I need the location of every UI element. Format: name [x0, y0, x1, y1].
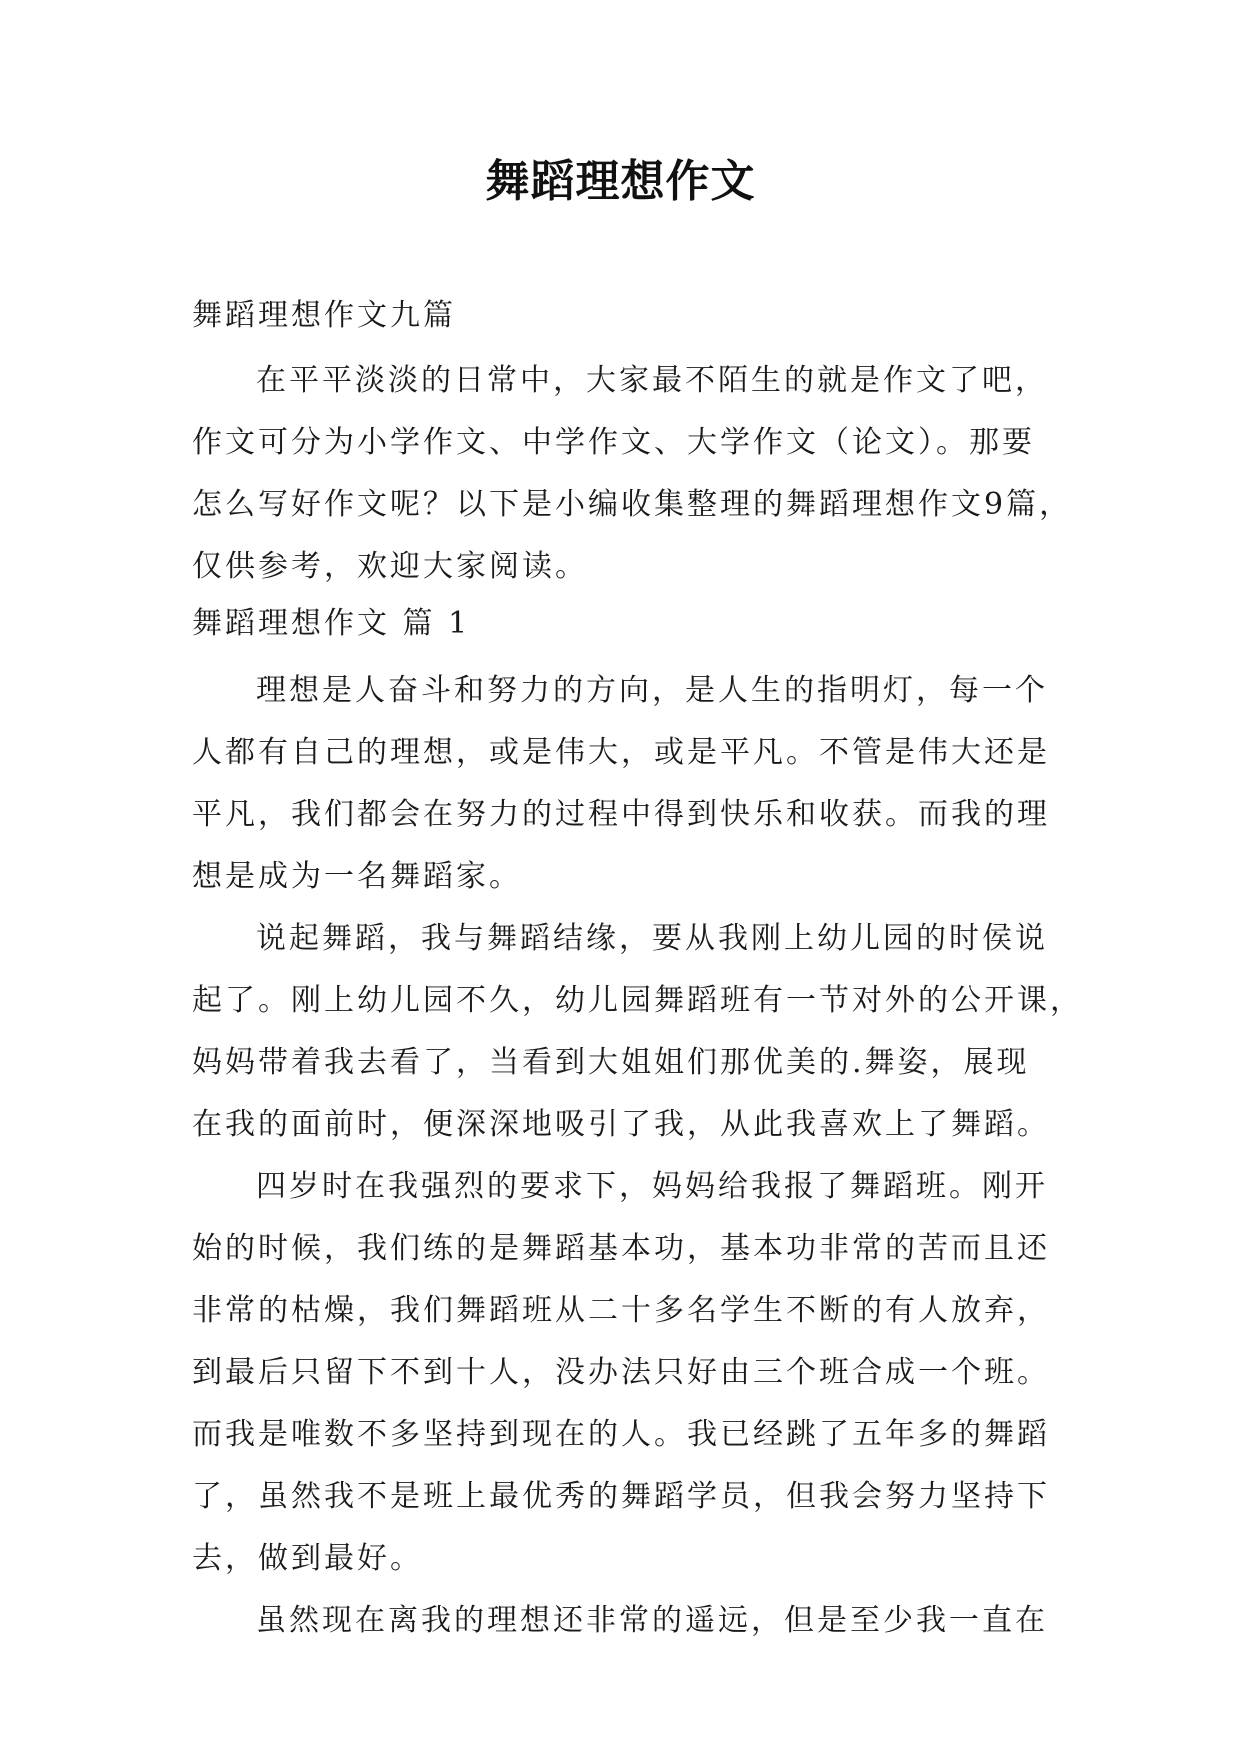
text-line: 理想是人奋斗和努力的方向，是人生的指明灯，每一个 [256, 673, 1048, 708]
text-line: 始的时候，我们练的是舞蹈基本功，基本功非常的苦而且还 [192, 1231, 1050, 1266]
text-line: 作文可分为小学作文、中学作文、大学作文（论文）。那要 [192, 425, 1035, 460]
text-line: 说起舞蹈，我与舞蹈结缘，要从我刚上幼儿园的时侯说 [256, 921, 1048, 956]
collection-subtitle: 舞蹈理想作文九篇 [192, 298, 456, 333]
body-paragraph [192, 660, 1062, 908]
body-paragraph [192, 908, 1083, 1156]
body-paragraph [192, 1590, 1062, 1652]
document-title: 舞蹈理想作文 [485, 156, 756, 207]
text-line: 起了。刚上幼儿园不久，幼儿园舞蹈班有一节对外的公开课， [192, 983, 1083, 1018]
text-line: 在我的面前时，便深深地吸引了我，从此我喜欢上了舞蹈。 [192, 1107, 1050, 1142]
document-body [192, 286, 1083, 1652]
intro-paragraph [192, 350, 1073, 598]
text-line: 到最后只留下不到十人，没办法只好由三个班合成一个班。 [192, 1355, 1050, 1390]
text-line: 人都有自己的理想，或是伟大，或是平凡。不管是伟大还是 [192, 735, 1050, 770]
text-line: 想是成为一名舞蹈家。 [192, 859, 522, 894]
text-line: 四岁时在我强烈的要求下，妈妈给我报了舞蹈班。刚开 [256, 1169, 1048, 1204]
text-line: 怎么写好作文呢？以下是小编收集整理的舞蹈理想作文9篇， [192, 487, 1073, 522]
section-heading: 舞蹈理想作文 篇 1 [192, 606, 471, 641]
text-line: 妈妈带着我去看了，当看到大姐姐们那优美的.舞姿，展现 [192, 1045, 1030, 1080]
body-paragraph [192, 1156, 1062, 1590]
text-line: 虽然现在离我的理想还非常的遥远，但是至少我一直在 [256, 1603, 1048, 1638]
text-line: 而我是唯数不多坚持到现在的人。我已经跳了五年多的舞蹈 [192, 1417, 1050, 1452]
text-line: 非常的枯燥，我们舞蹈班从二十多名学生不断的有人放弃， [192, 1293, 1050, 1328]
text-line: 在平平淡淡的日常中，大家最不陌生的就是作文了吧， [256, 363, 1048, 398]
text-line: 仅供参考，欢迎大家阅读。 [192, 549, 588, 584]
text-line: 了，虽然我不是班上最优秀的舞蹈学员，但我会努力坚持下 [192, 1479, 1050, 1514]
text-line: 去，做到最好。 [192, 1541, 423, 1576]
text-line: 平凡，我们都会在努力的过程中得到快乐和收获。而我的理 [192, 797, 1050, 832]
